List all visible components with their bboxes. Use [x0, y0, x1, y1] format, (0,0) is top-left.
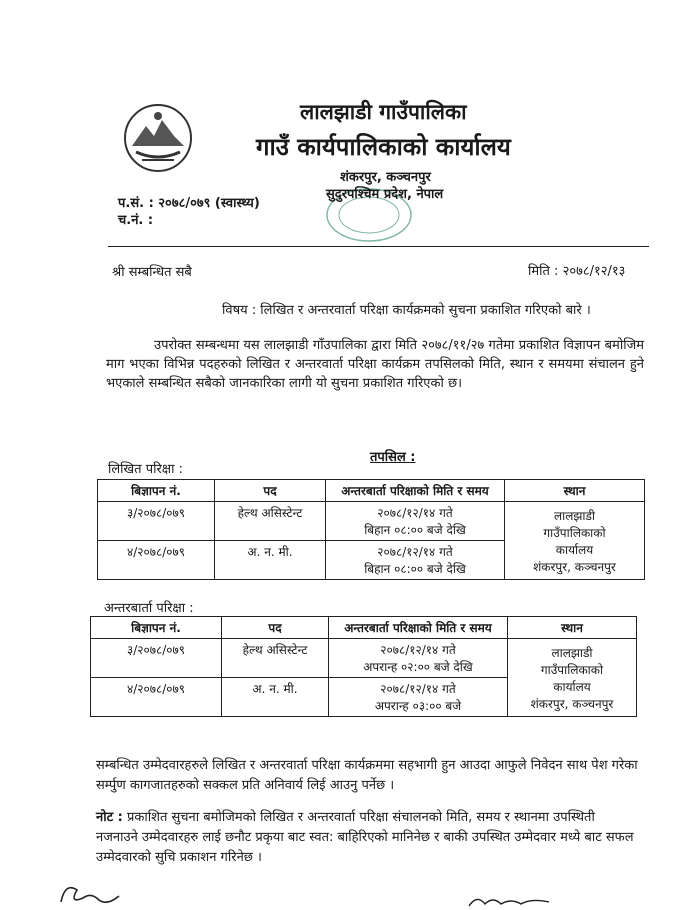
exam-datetime [329, 678, 508, 717]
letter-body [106, 336, 644, 393]
venue-cell [508, 639, 637, 717]
body-paragraph: उपरोक्त सम्बन्धमा यस लालझाडी गाँउपालिका द्वारा मिति २०७८/११/२७ गतेमा प्रकाशित विज्ञापन बमोजिम माग भएका विभिन्न पदहरुको लिखित र अन्तरवार्ता परिक्षा कार्यक्रम तपसिलको मिति, स्थान र समयमा संचालन हुने भएकाले सम्बन्धित सबैको जानकारिका लागी यो सुचना प्रकाशित गरिएको छ। [106, 338, 644, 391]
venue-line: कार्यालय [555, 542, 594, 557]
exam-date: २०७८/१२/१४ गते [377, 545, 453, 559]
ad-number: ३/२०७८/०७९ [91, 639, 222, 678]
office-title: गाउँ कार्यपालिकाको कार्यालय [256, 133, 511, 161]
schedule-heading: तपसिल : [370, 450, 416, 465]
ad-number: ४/२०७८/०७९ [98, 541, 215, 580]
venue-line: कार्यालय [553, 679, 591, 694]
post-name: हेल्थ असिस्टेन्ट [222, 639, 329, 678]
dispatch-number: च.नं. : [118, 213, 154, 228]
column-header: बिज्ञापन नं. [91, 617, 222, 639]
ad-number: ४/२०७८/०७९ [91, 678, 222, 717]
venue-line: लालझाडी [553, 508, 596, 523]
table-row [91, 639, 637, 678]
column-header: स्थान [505, 480, 645, 502]
venue-line: शंकरपुर, कञ्चनपुर [530, 696, 614, 711]
header-divider [108, 246, 649, 247]
exam-datetime [326, 541, 505, 580]
address-line-1: शंकरपुर, कञ्चनपुर [340, 170, 431, 185]
column-header: बिज्ञापन नं. [98, 480, 215, 502]
column-header: अन्तरबार्ता परिक्षाको मिति र समय [329, 617, 508, 639]
post-name: हेल्थ असिस्टेन्ट [215, 502, 326, 541]
note-paragraph [96, 808, 640, 868]
exam-date: २०७८/१२/१४ गते [377, 506, 453, 520]
venue-line: गाउँपालिकाको [543, 525, 606, 540]
exam-time: अपरान्ह ०३:०० बजे [374, 699, 462, 713]
column-header: अन्तरबार्ता परिक्षाको मिति र समय [326, 480, 505, 502]
written-exam-table [97, 479, 645, 580]
interview-exam-label: अन्तरबार्ता परिक्षा : [104, 601, 194, 616]
exam-date: २०७८/१२/१४ गते [380, 682, 456, 696]
recipient: श्री सम्बन्धित सबै [112, 265, 192, 280]
venue-cell [505, 502, 645, 580]
column-header: पद [215, 480, 326, 502]
column-header: पद [222, 617, 329, 639]
government-emblem [122, 102, 194, 174]
written-exam-label: लिखित परिक्षा : [108, 462, 183, 477]
venue-line: गाउँपालिकाको [540, 662, 604, 677]
signature-left [55, 878, 125, 910]
letter-date: मिति : २०७८/१२/१३ [528, 264, 626, 279]
exam-datetime [329, 639, 508, 678]
note-text: प्रकाशित सुचना बमोजिमको लिखित र अन्तरवार्ता परिक्षा संचालनको मिति, समय र स्थानमा उपस्थिती नजनाउने उम्मेदवारहरु लाई छनौट प्रकृया बाट स्वत: बाहिरिएको मानिनेछ र बाकी उपस्थित उम्मेदवार मध्ये बाट सफल उम्मेदवारको सुचि प्रकाशन गरिनेछ । [96, 810, 634, 865]
exam-time: बिहान ०८:०० बजे देखि [364, 523, 466, 537]
venue-line: शंकरपुर, कञ्चनपुर [533, 559, 616, 574]
exam-date: २०७८/१२/१४ गते [380, 643, 456, 657]
column-header: स्थान [508, 617, 637, 639]
instruction-paragraph: सम्बन्धित उम्मेदवारहरुले लिखित र अन्तरवार्ता परिक्षा कार्यक्रममा सहभागी हुन आउदा आफुले निवेदन साथ पेश गरेका सर्म्पुण कागजातहरुको सक्कल प्रति अनिवार्य लिई आउनु पर्नेछ । [96, 758, 638, 793]
reference-number: प.सं. : २०७८/०७९ (स्वास्थ्य) [118, 196, 260, 211]
address-line-2: सुदुरपश्चिम प्रदेश, नेपाल [326, 187, 444, 202]
post-name: अ. न. मी. [215, 541, 326, 580]
signature-right [465, 892, 555, 910]
ad-number: ३/२०७८/०७९ [98, 502, 215, 541]
note-label: नोट : [96, 810, 123, 825]
table-row [98, 502, 645, 541]
organization-name: लालझाडी गाउँपालिका [300, 100, 467, 124]
subject-line: विषय : लिखित र अन्तरवार्ता परिक्षा कार्यक्रमको सुचना प्रकाशित गरिएको बारे । [222, 303, 591, 318]
exam-time: अपरान्ह ०२:०० बजे देखि [363, 660, 473, 674]
interview-exam-table [90, 616, 637, 717]
exam-time: बिहान ०८:०० बजे देखि [364, 562, 466, 576]
post-name: अ. न. मी. [222, 678, 329, 717]
venue-line: लालझाडी [551, 645, 593, 660]
exam-datetime [326, 502, 505, 541]
